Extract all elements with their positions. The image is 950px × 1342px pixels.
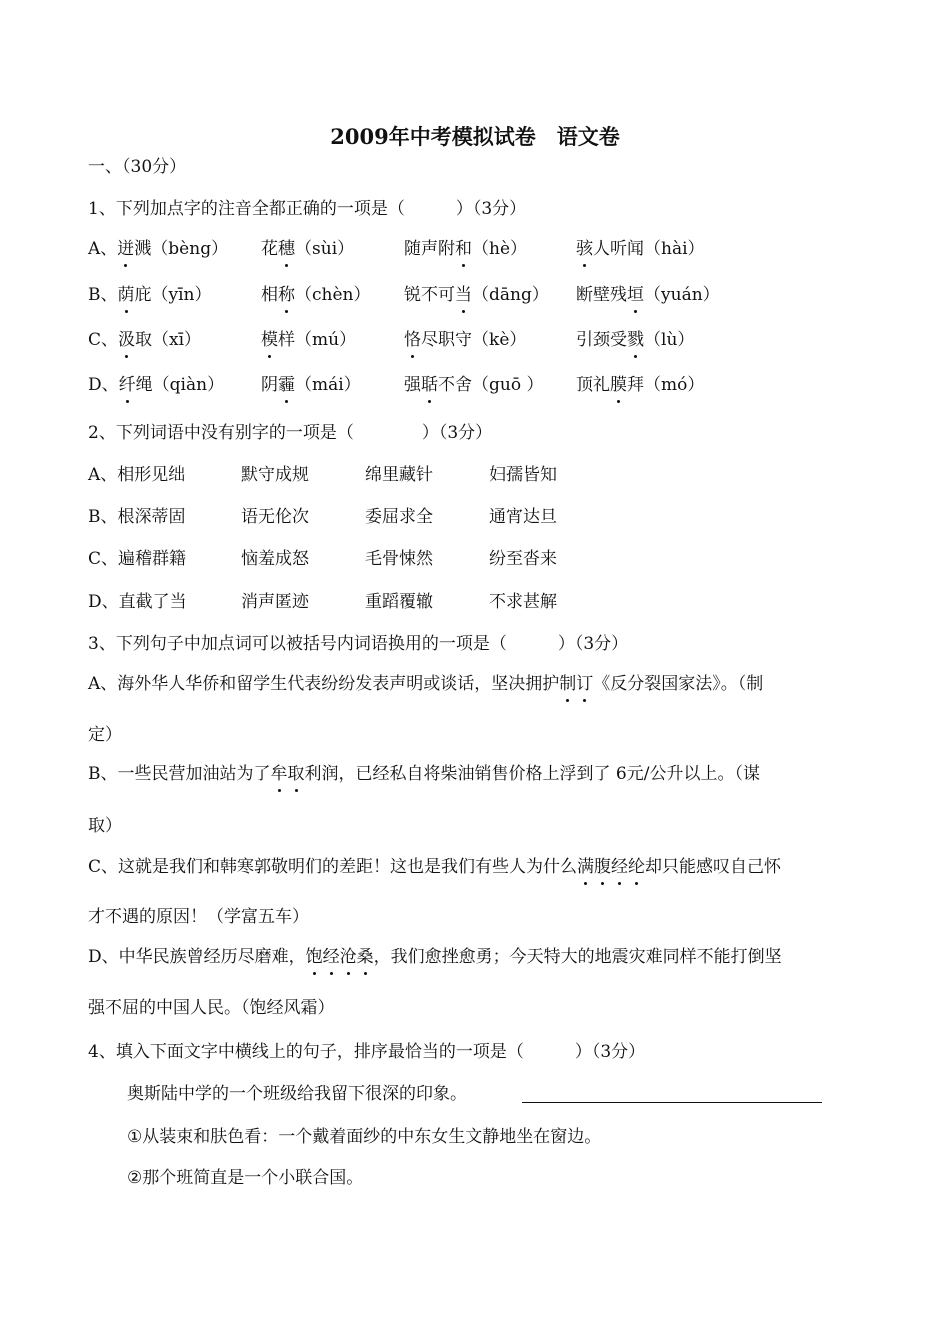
word-option: 绵里藏针 [365, 465, 433, 485]
pinyin-option: D、纤绳（qiàn） [88, 375, 225, 395]
question-2-stem: 2、下列词语中没有别字的一项是（ ）（3分） [88, 423, 493, 443]
word-option: 重蹈覆辙 [365, 592, 433, 612]
question-1-stem: 1、下列加点字的注音全都正确的一项是（ ）（3分） [88, 199, 527, 219]
pinyin-option: 阴霾（mái） [261, 375, 361, 395]
page-title: 2009年中考模拟试卷 语文卷 [330, 124, 620, 149]
word-option: A、相形见绌 [88, 465, 186, 485]
question-3-option-a-line1: A、海外华人华侨和留学生代表纷纷发表声明或谈话，坚决拥护制订《反分裂国家法》。（制 [88, 674, 764, 694]
question-3-option-c-line2: 才不遇的原因！（学富五车） [88, 907, 309, 927]
pinyin-option: C、汲取（xī） [88, 330, 202, 350]
question-3-option-b-line1: B、一些民营加油站为了牟取利润，已经私自将柴油销售价格上浮到了 6元/公升以上。（谋 [88, 764, 760, 784]
word-option: 毛骨悚然 [365, 549, 433, 569]
word-option: 语无伦次 [241, 507, 309, 527]
fill-in-blank-line [522, 1102, 822, 1103]
pinyin-option: B、荫庇（yīn） [88, 285, 212, 305]
pinyin-option: 断壁残垣（yuán） [576, 285, 720, 305]
question-3-option-b-line2: 取） [88, 816, 122, 836]
question-3-option-d-line1: D、中华民族曾经历尽磨难，饱经沧桑，我们愈挫愈勇；今天特大的地震灾难同样不能打倒坚 [88, 947, 782, 967]
pinyin-option: 恪尽职守（kè） [404, 330, 527, 350]
word-option: 委屈求全 [365, 507, 433, 527]
word-option: D、直截了当 [88, 592, 187, 612]
question-3-option-c-line1: C、这就是我们和韩寒郭敬明们的差距！这也是我们有些人为什么满腹经纶却只能感叹自己怀 [88, 857, 782, 877]
word-option: 默守成规 [241, 465, 309, 485]
word-option: 恼羞成怒 [241, 549, 309, 569]
word-option: 通宵达旦 [489, 507, 557, 527]
pinyin-option: 模样（mú） [261, 330, 357, 350]
word-option: 妇孺皆知 [489, 465, 557, 485]
pinyin-option: 相称（chèn） [261, 285, 371, 305]
word-option: C、遍稽群籍 [88, 549, 187, 569]
word-option: 不求甚解 [489, 592, 557, 612]
word-option: 消声匿迹 [241, 592, 309, 612]
word-option: 纷至沓来 [489, 549, 557, 569]
pinyin-option: 锐不可当（dāng） [404, 285, 549, 305]
pinyin-option: 引颈受戮（lù） [576, 330, 695, 350]
pinyin-option: 强聒不舍（guō ） [404, 375, 544, 395]
question-3-stem: 3、下列句子中加点词可以被括号内词语换用的一项是（ ）（3分） [88, 634, 629, 654]
pinyin-option: 花穗（sùi） [261, 239, 355, 259]
question-3-option-a-line2: 定） [88, 725, 122, 745]
question-3-option-d-line2: 强不屈的中国人民。（饱经风霜） [88, 998, 335, 1018]
question-4-stem: 4、填入下面文字中横线上的句子，排序最恰当的一项是（ ）（3分） [88, 1042, 646, 1062]
question-4-sentence-1: ①从装束和肤色看：一个戴着面纱的中东女生文静地坐在窗边。 [127, 1127, 602, 1147]
pinyin-option: 顶礼膜拜（mó） [576, 375, 705, 395]
word-option: B、根深蒂固 [88, 507, 186, 527]
question-4-sentence-2: ②那个班简直是一个小联合国。 [127, 1168, 364, 1188]
section-heading: 一、（30分） [88, 157, 187, 177]
pinyin-option: 随声附和（hè） [404, 239, 528, 259]
pinyin-option: A、迸溅（bèng） [88, 239, 229, 259]
pinyin-option: 骇人听闻（hài） [576, 239, 705, 259]
question-4-intro: 奥斯陆中学的一个班级给我留下很深的印象。 [127, 1084, 467, 1104]
